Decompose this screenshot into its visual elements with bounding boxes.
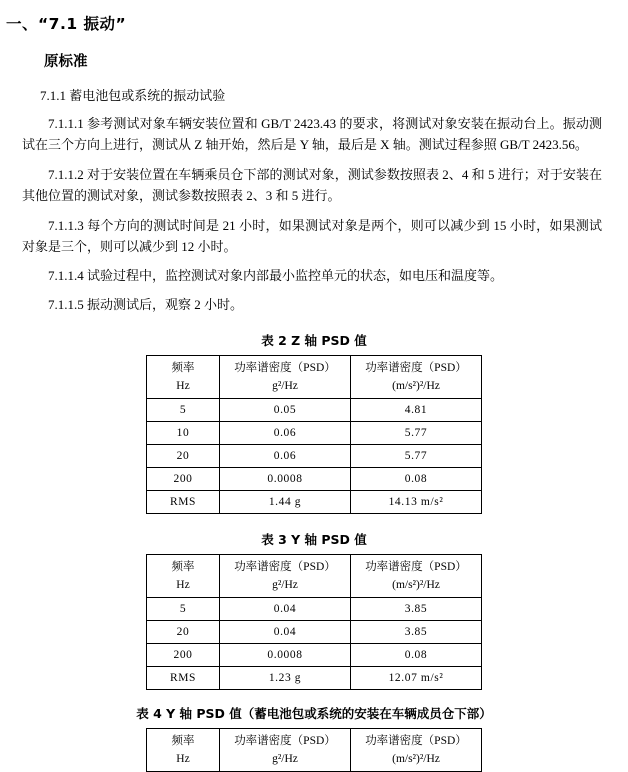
table-row — [147, 356, 482, 379]
paragraph-7-1-1-4: 7.1.1.4 试验过程中，监控测试对象内部最小监控单元的状态，如电压和温度等。 — [48, 268, 504, 284]
cell-psd-g2hz: 1.44 g — [220, 491, 351, 514]
table-row — [147, 555, 482, 578]
table-row — [147, 667, 482, 690]
unit-psd-g2hz: g²/Hz — [220, 751, 351, 772]
unit-psd-g2hz: g²/Hz — [220, 577, 351, 598]
cell-psd-g2hz: 0.0008 — [220, 644, 351, 667]
table-y-axis-psd-under-cabin — [146, 728, 482, 772]
table-y-axis-psd — [146, 554, 482, 690]
document-page — [0, 12, 628, 766]
table-row — [147, 621, 482, 644]
column-header-psd-ms2: 功率谱密度（PSD） — [351, 356, 482, 379]
table-row — [147, 729, 482, 752]
column-header-frequency: 频率 — [147, 729, 220, 752]
cell-frequency: 20 — [147, 445, 220, 468]
cell-psd-ms2: 0.08 — [351, 644, 482, 667]
cell-psd-ms2: 14.13 m/s² — [351, 491, 482, 514]
table-row — [147, 422, 482, 445]
cell-frequency: 200 — [147, 644, 220, 667]
paragraph-7-1-1-5: 7.1.1.5 振动测试后，观察 2 小时。 — [48, 297, 244, 313]
cell-psd-g2hz: 0.06 — [220, 422, 351, 445]
page-title: 一、“7.1 振动” — [6, 15, 127, 33]
table-caption-y-axis: 表 3 Y 轴 PSD 值 — [261, 532, 367, 548]
cell-psd-g2hz: 0.05 — [220, 399, 351, 422]
cell-psd-ms2: 0.08 — [351, 468, 482, 491]
unit-psd-ms2: (m/s²)²/Hz — [351, 751, 482, 772]
cell-psd-g2hz: 0.04 — [220, 598, 351, 621]
paragraph-7-1-1-3: 7.1.1.3 每个方向的测试时间是 21 小时，如果测试对象是两个，则可以减少到 15 小时，如果测试对象是三个，则可以减少到 12 小时。 — [22, 218, 602, 255]
table-row — [147, 598, 482, 621]
paragraph-7-1-1-2: 7.1.1.2 对于安装位置在车辆乘员仓下部的测试对象，测试参数按照表 2、4 和 5 进行；对于安装在其他位置的测试对象，测试参数按照表 2、3 和 5 进行。 — [22, 167, 602, 204]
cell-psd-ms2: 12.07 m/s² — [351, 667, 482, 690]
cell-psd-g2hz: 0.06 — [220, 445, 351, 468]
table-row — [147, 445, 482, 468]
unit-psd-ms2: (m/s²)²/Hz — [351, 378, 482, 399]
cell-psd-g2hz: 1.23 g — [220, 667, 351, 690]
cell-psd-ms2: 4.81 — [351, 399, 482, 422]
column-header-psd-g2hz: 功率谱密度（PSD） — [220, 356, 351, 379]
table-row — [147, 491, 482, 514]
paragraph-7-1-1-1: 7.1.1.1 参考测试对象车辆安装位置和 GB/T 2423.43 的要求，将测试对象安装在振动台上。振动测试在三个方向上进行，测试从 Z 轴开始，然后是 Y 轴，最后是 X 轴。测试过程参照 GB/T 2423.56。 — [22, 116, 602, 153]
unit-frequency: Hz — [147, 751, 220, 772]
table-caption-z-axis: 表 2 Z 轴 PSD 值 — [261, 333, 367, 349]
clause-heading: 7.1.1 蓄电池包或系统的振动试验 — [40, 88, 226, 103]
unit-frequency: Hz — [147, 577, 220, 598]
unit-psd-g2hz: g²/Hz — [220, 378, 351, 399]
cell-psd-g2hz: 0.04 — [220, 621, 351, 644]
column-header-psd-g2hz: 功率谱密度（PSD） — [220, 555, 351, 578]
cell-frequency: RMS — [147, 491, 220, 514]
table-row — [147, 378, 482, 399]
column-header-frequency: 频率 — [147, 356, 220, 379]
section-heading: 原标准 — [44, 54, 88, 70]
cell-psd-ms2: 3.85 — [351, 621, 482, 644]
cell-frequency: 200 — [147, 468, 220, 491]
table-row — [147, 468, 482, 491]
table-row — [147, 577, 482, 598]
unit-frequency: Hz — [147, 378, 220, 399]
cell-frequency: RMS — [147, 667, 220, 690]
cell-frequency: 5 — [147, 399, 220, 422]
cell-psd-ms2: 3.85 — [351, 598, 482, 621]
table-row — [147, 644, 482, 667]
cell-frequency: 5 — [147, 598, 220, 621]
column-header-psd-ms2: 功率谱密度（PSD） — [351, 555, 482, 578]
cell-psd-ms2: 5.77 — [351, 422, 482, 445]
table-row — [147, 751, 482, 772]
table-caption-y-axis-under-cabin: 表 4 Y 轴 PSD 值（蓄电池包或系统的安装在车辆成员仓下部） — [136, 706, 492, 722]
table-row — [147, 399, 482, 422]
cell-psd-ms2: 5.77 — [351, 445, 482, 468]
column-header-psd-ms2: 功率谱密度（PSD） — [351, 729, 482, 752]
column-header-frequency: 频率 — [147, 555, 220, 578]
table-z-axis-psd — [146, 355, 482, 514]
cell-frequency: 20 — [147, 621, 220, 644]
unit-psd-ms2: (m/s²)²/Hz — [351, 577, 482, 598]
cell-frequency: 10 — [147, 422, 220, 445]
cell-psd-g2hz: 0.0008 — [220, 468, 351, 491]
column-header-psd-g2hz: 功率谱密度（PSD） — [220, 729, 351, 752]
